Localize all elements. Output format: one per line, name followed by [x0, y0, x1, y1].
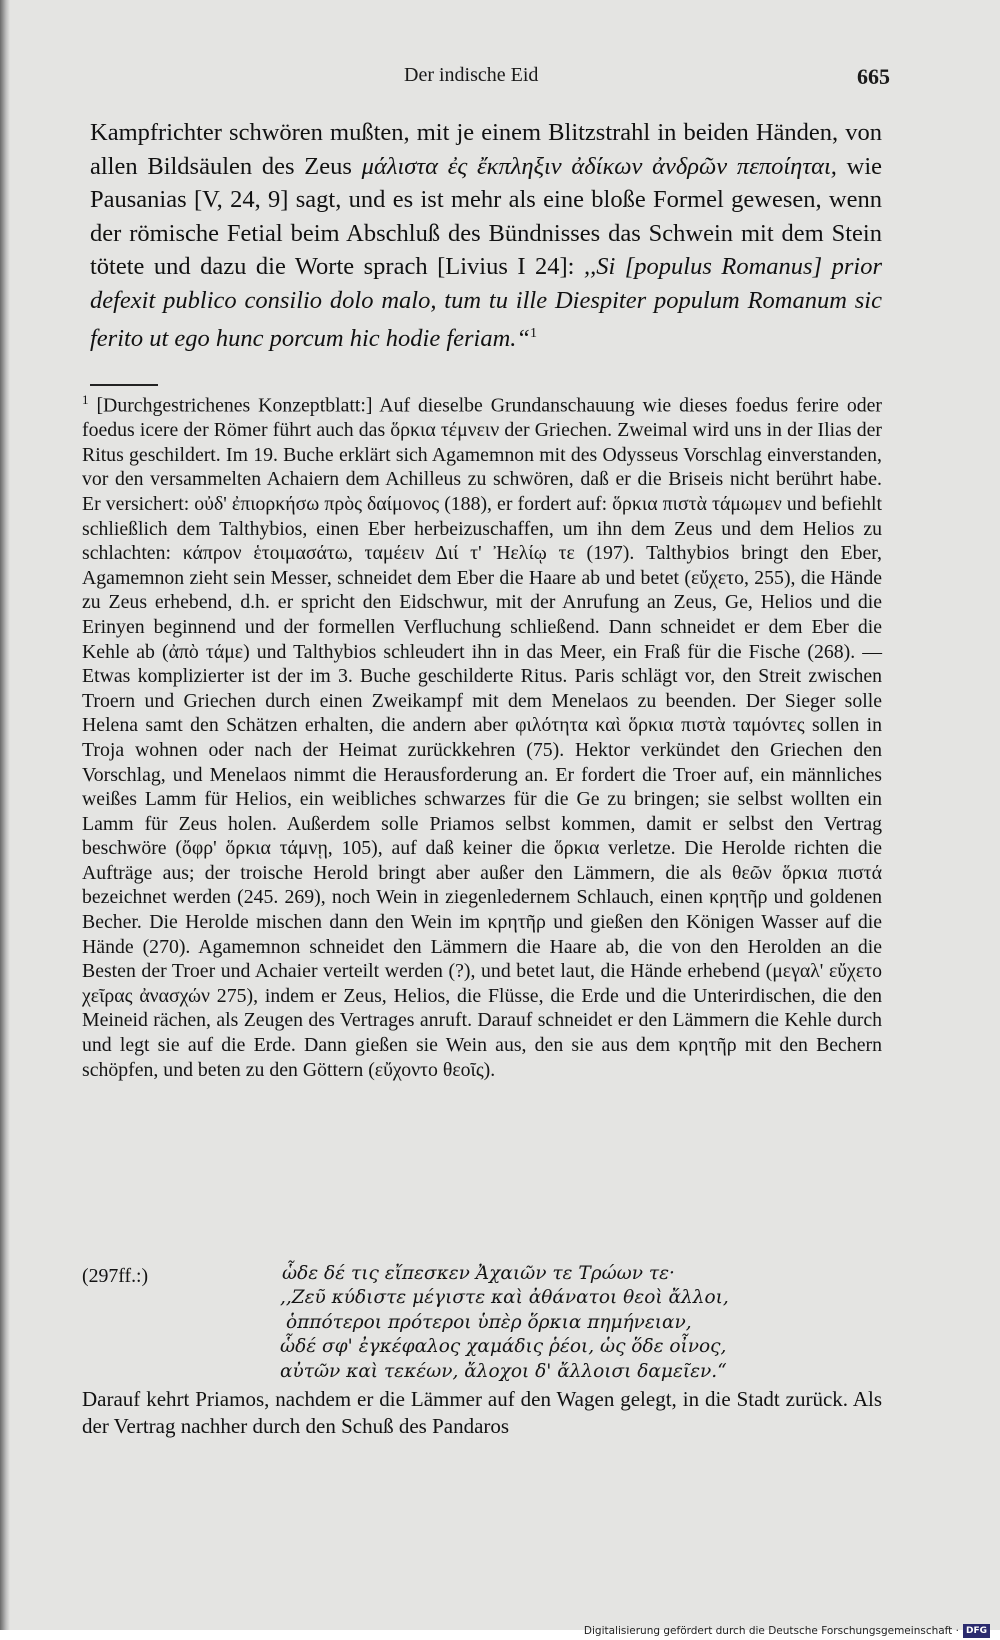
footnote-text: [Durchgestrichenes Konzeptblatt:] Auf dieselbe Grundanschauung wie dieses foedus ferire oder foedus icere der Römer führt auch das ὅρκια τέμνειν der Griechen. Zweimal wird uns in der Ilias der Ritus geschildert. Im 19. Buche erklärt sich Agamemnon mit des Odysseus Vorschlag einverstanden, vor den versammelten Achaiern dem Achilleus zu schwören, daß er die Briseis nicht berührt habe. Er versichert: οὐδ' ἐπιορκήσω πρὸς δαίμονος (188), er fordert auf: ὅρκια πιστὰ τάμωμεν und befiehlt schließlich dem Talthybios, einen Eber herbeizuschaffen, um ihn dem Zeus und dem Helios zu schlachten: κάπρον ἑτοιμασάτω, ταμέειν Διί τ' Ἠελίῳ τε (197). Talthybios bringt den Eber, Agamemnon zieht sein Messer, schneidet dem Eber die Haare ab und betet (εὔχετο, 255), die Hände zu Zeus erhebend, d.h. er spricht den Eidschwur, mit der Anrufung an Zeus, Ge, Helios und die Erinyen beginnend und der formellen Verfluchung schließend. Dann schneidet er dem Eber die Kehle ab (ἀπὸ τάμε) und Talthybios schleudert ihn in das Meer, ein Fraß für die Fische (268). —Etwas komplizierter ist der im 3. Buche geschilderte Ritus. Paris schlägt vor, den Streit zwischen Troern und Griechen durch einen Zweikampf mit dem Menelaos zu beenden. Der Sieger solle Helena samt den Schätzen erhalten, die andern aber φιλότητα καὶ ὅρκια πιστὰ ταμόντες sollen in Troja wohnen oder nach der Heimat zurückkehren (75). Hektor verkündet den Griechen den Vorschlag, und Menelaos nimmt die Herausforderung an. Er fordert die Troer auf, ein männliches weißes Lamm für Helios, ein weibliches schwarzes für die Ge zu bringen; sie selbst wollten ein Lamm für Zeus holen. Außerdem solle Priamos selbst kommen, damit er selbst den Vertrag beschwöre (ὄφρ' ὅρκια τάμνῃ, 105), auf daß keiner die ὅρκια verletze. Die Herolde richten die Aufträge aus; der troische Herold bringt aber außer den Lämmern, die als θεῶν ὅρκια πιστά bezeichnet werden (245. 269), noch Wein in ziegenledernem Schlauch, einen κρητῆρ und goldenen Becher. Die Herolde mischen dann den Wein im κρητῆρ und gießen den Königen Wasser auf die Hände (270). Agamemnon schneidet den Lämmern die Haare ab, die von den Herolden an die Besten der Troer und Achaier verteilt werden (?), und betet laut, die Hände erhebend (μεγαλ' εὔχετο χεῖρας ἀνασχών 275), indem er Zeus, Helios, die Flüsse, die Erde und die Unterirdischen, die den Meineid rächen, als Zeugen des Vertrages anruft. Darauf schneidet er den Lämmern die Kehle durch und legt sie auf die Erde. Dann gießen sie Wein aus, den sie aus dem κρητῆρ mit den Bechern schöpfen, und beten zu den Göttern (εὔχοντο θεοῖς).: [82, 394, 882, 1081]
credit-text: Digitalisierung gefördert durch die Deutsche Forschungsgemeinschaft ·: [583, 1625, 959, 1637]
footnote: [82, 388, 882, 1082]
book-spine-shadow: [0, 0, 10, 1640]
verse-line: ὧδε δέ τις εἴπεσκεν Ἀχαιῶν τε Τρώων τε·: [282, 1263, 675, 1284]
chapter-title: Der indische Eid: [404, 64, 539, 86]
main-text-part2: wie Pausanias [V, 24, 9] sagt, und es ist mehr als eine bloße Formel gewesen, wenn der römische Fetial beim Abschluß des Bündnisses das Schwein mit dem Stein tötete und dazu die Worte sprach [Livius I 24]:: [90, 152, 883, 280]
verse-reference: (297ff.:): [82, 1265, 149, 1287]
verse-line: ,,Ζεῦ κύδιστε μέγιστε καὶ ἀθάνατοι θεοὶ ἄλλοι,: [280, 1287, 729, 1309]
greek-verse-block: [280, 1262, 890, 1384]
livius-quote: ,,Si [populus Romanus] prior defexit publico consilio dolo malo, tum tu ille Diespiter populum Romanum sic ferito ut ego hunc porcum hic hodie feriam.“: [90, 253, 882, 353]
footnote-number: 1: [82, 392, 89, 407]
verse-line: αὐτῶν καὶ τεκέων, ἄλοχοι δ' ἄλλοισι δαμεῖεν.“: [280, 1360, 727, 1382]
dfg-logo: DFG: [963, 1624, 990, 1638]
verse-line: ὁππότεροι πρότεροι ὑπὲρ ὅρκια πημήνειαν,: [286, 1311, 692, 1333]
footnote-marker: 1: [530, 326, 538, 341]
main-paragraph: [90, 116, 882, 356]
running-head: [90, 62, 890, 92]
main-text-part1: Kampfrichter schwören mußten, mit je einem Blitzstrahl in beiden Händen, von allen Bildsäulen des Zeus: [90, 119, 882, 180]
digitization-credit: [584, 1622, 990, 1640]
footnote-rule: [90, 384, 158, 386]
closing-paragraph: Darauf kehrt Priamos, nachdem er die Lämmer auf den Wagen gelegt, in die Stadt zurück. Als der Vertrag nachher durch den Schuß des Pandaros: [82, 1387, 882, 1438]
verse-line: ὧδέ σφ' ἐγκέφαλος χαμάδις ῥέοι, ὡς ὅδε οἶνος,: [280, 1336, 727, 1358]
greek-quote-pausanias: μάλιστα ἐς ἔκπληξιν ἀδίκων ἀνδρῶν πεποίηται,: [361, 152, 837, 180]
page-number: 665: [857, 64, 890, 89]
